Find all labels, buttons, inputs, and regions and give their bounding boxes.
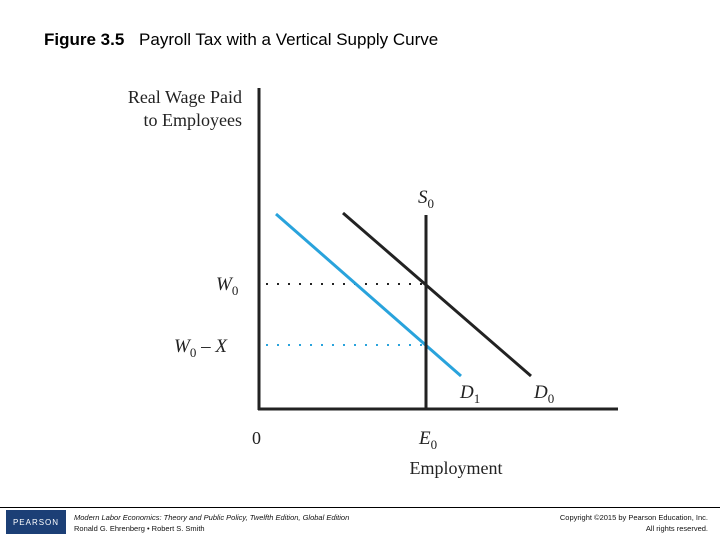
figure-number: Figure 3.5 [44, 30, 125, 49]
x-axis-label: Employment [409, 458, 503, 478]
book-title: Modern Labor Economics: Theory and Public Policy, Twelfth Edition, Global Edition [74, 513, 350, 522]
rights-text: All rights reserved. [645, 524, 708, 533]
w0-label: $W_0$ [216, 274, 239, 298]
origin-label: 0 [252, 428, 261, 448]
d0-label: $D_0$ [534, 382, 555, 406]
figure-title: Payroll Tax with a Vertical Supply Curve [139, 30, 439, 49]
footer-copyright [560, 512, 708, 534]
w0-minus-x-label: $W_0$ – X [174, 336, 227, 360]
book-authors: Ronald G. Ehrenberg • Robert S. Smith [74, 524, 205, 533]
y-axis-label-line2: to Employees [143, 110, 242, 130]
y-axis-label-line1: Real Wage Paid [127, 87, 242, 107]
footer-divider [0, 507, 720, 508]
supply-label: $S_0$ [418, 187, 434, 211]
copyright-text: Copyright ©2015 by Pearson Education, Inc. [559, 513, 708, 522]
demand-curve-d1 [276, 214, 461, 376]
demand-curve-d0 [343, 213, 531, 376]
d1-label: $D_1$ [460, 382, 481, 406]
pearson-logo: PEARSON [6, 510, 66, 534]
e0-label: $E_0$ [419, 428, 438, 452]
footer-citation [74, 512, 349, 534]
